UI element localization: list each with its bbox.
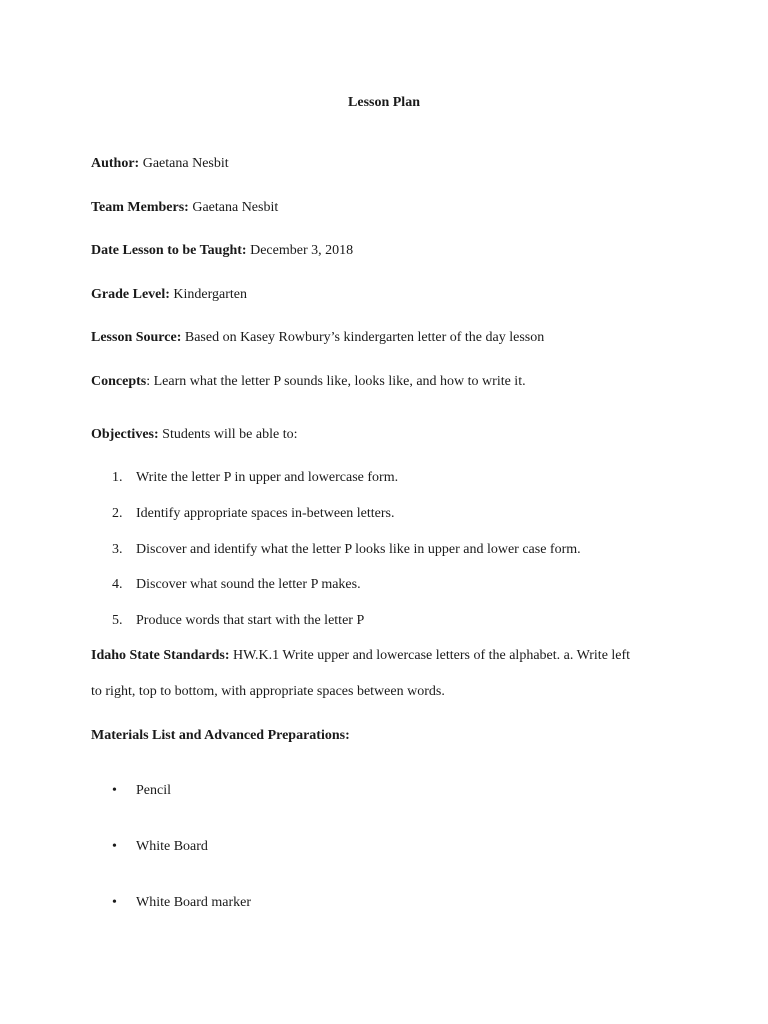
materials-item-1 [112,782,612,800]
lesson-source-label: Lesson Source: [91,330,182,345]
objective-text: Produce words that start with the letter P [136,613,365,628]
standards-value-line2: to right, top to bottom, with appropriate spaces between words. [91,684,445,699]
objective-item-4 [112,576,712,594]
date-line [91,242,711,260]
standards-label: Idaho State Standards: [91,648,230,663]
date-value: December 3, 2018 [246,243,354,258]
concepts-value: : Learn what the letter P sounds like, looks like, and how to write it. [146,374,526,389]
objective-number: 1. [112,470,123,485]
concepts-label: Concepts [91,374,147,389]
grade-level-label: Grade Level: [91,287,170,302]
team-members-value: Gaetana Nesbit [188,200,279,215]
materials-item-text: White Board [136,839,208,854]
page-title: Lesson Plan [348,95,420,110]
materials-item-text: Pencil [136,783,171,798]
objective-item-3 [112,541,712,559]
author-label: Author: [91,156,140,171]
materials-item-text: White Board marker [136,895,252,910]
date-label: Date Lesson to be Taught: [91,243,247,258]
objective-item-5 [112,612,712,630]
objective-text: Identify appropriate spaces in-between letters. [136,506,395,521]
objectives-value: Students will be able to: [158,427,298,442]
standards-value-line1: HW.K.1 Write upper and lowercase letters of the alphabet. a. Write left [229,648,631,663]
materials-label: Materials List and Advanced Preparations: [91,728,350,743]
team-members-label: Team Members: [91,200,189,215]
objective-text: Discover and identify what the letter P looks like in upper and lower case form. [136,542,581,557]
objective-number: 3. [112,542,123,557]
grade-level-line [91,286,711,304]
standards-continuation-line [91,683,711,701]
objective-text: Write the letter P in upper and lowercase form. [136,470,399,485]
bullet-icon: • [112,895,117,910]
author-value: Gaetana Nesbit [139,156,229,171]
objectives-label: Objectives: [91,427,159,442]
lesson-source-line [91,329,711,347]
materials-item-3 [112,894,612,912]
objective-text: Discover what sound the letter P makes. [136,577,361,592]
grade-level-value: Kindergarten [169,287,248,302]
objective-number: 5. [112,613,123,628]
materials-heading-line [91,727,711,745]
objective-number: 2. [112,506,123,521]
concepts-line [91,373,711,391]
author-line [91,155,711,173]
materials-item-2 [112,838,612,856]
objectives-line [91,426,711,444]
bullet-icon: • [112,783,117,798]
objective-item-2 [112,505,712,523]
objective-item-1 [112,469,712,487]
bullet-icon: • [112,839,117,854]
objective-number: 4. [112,577,123,592]
lesson-source-value: Based on Kasey Rowbury’s kindergarten letter of the day lesson [181,330,545,345]
team-members-line [91,199,711,217]
standards-line [91,647,711,665]
